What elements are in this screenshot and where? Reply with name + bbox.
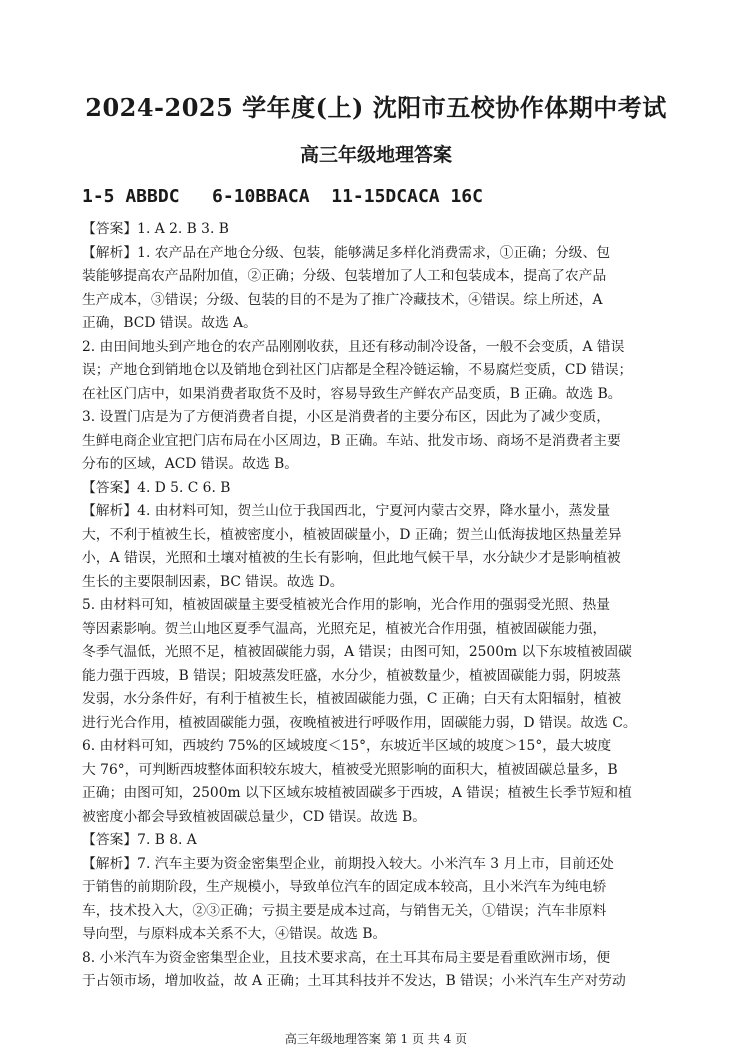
text-line: 【解析】7. 汽车主要为资金密集型企业，前期投入较大。小米汽车 3 月上市，目前还处	[82, 855, 614, 872]
text-line: 6. 由材料可知，西坡约 75%的区域坡度＜15°，东坡近半区域的坡度＞15°，最大坡度	[82, 738, 612, 754]
text-line: 发弱，水分条件好，有利于植被生长，植被固碳能力强，C 正确；白天有太阳辐射，植被	[82, 691, 622, 707]
text-line: 导向型，与原料成本关系不大，④错误。故选 B。	[82, 926, 387, 942]
text-line: 生长的主要限制因素，BC 错误。故选 D。	[82, 573, 344, 590]
text-line: 进行光合作用，植被固碳能力强，夜晚植被进行呼吸作用，固碳能力弱，D 错误。故选 C。	[82, 714, 637, 731]
text-line: 【解析】1. 农产品在产地仓分级、包装，能够满足多样化消费需求，①正确；分级、包	[82, 244, 611, 261]
exam-title: 2024-2025 学年度(上) 沈阳市五校协作体期中考试	[85, 93, 667, 122]
text-line: 【答案】1. A 2. B 3. B	[82, 221, 229, 237]
text-line: 8. 小米汽车为资金密集型企业，且技术要求高，在土耳其布局主要是看重欧洲市场，便	[82, 949, 611, 966]
text-line: 大，不利于植被生长，植被密度小，植被固碳量小，D 正确；贺兰山低海拔地区热量差异	[82, 526, 622, 543]
text-line: 5. 由材料可知，植被固碳量主要受植被光合作用的影响，光合作用的强弱受光照、热量	[82, 597, 611, 613]
page-footer: 高三年级地理答案 第 1 页 共 4 页	[284, 1032, 468, 1046]
text-line: 在社区门店中，如果消费者取货不及时，容易导致生产鲜农产品变质，B 正确。故选 B。	[82, 385, 622, 402]
text-line: 生产成本，③错误；分级、包装的目的不是为了推广冷藏技术，④错误。综上所述，A	[82, 291, 603, 308]
text-line: 【解析】4. 由材料可知，贺兰山位于我国西北，宁夏河内蒙古交界，降水量小，蒸发量	[82, 503, 611, 519]
text-line: 3. 设置门店是为了方便消费者自提，小区是消费者的主要分布区，因此为了减少变质，	[82, 409, 611, 425]
text-line: 小，A 错误，光照和土壤对植被的生长有影响，但此地气候干旱，水分缺少才是影响植被	[82, 550, 621, 566]
text-line: 正确，BCD 错误。故选 A。	[82, 315, 257, 331]
text-line: 【答案】7. B 8. A	[82, 832, 197, 848]
text-line: 大 76°，可判断西坡整体面积较东坡大，植被受光照影响的面积大，植被固碳总量多，B	[82, 761, 618, 778]
text-line: 误；产地仓到销地仓以及销地仓到社区门店都是全程冷链运输，不易腐烂变质，CD 错误；	[82, 362, 633, 378]
text-line: 等因素影响。贺兰山地区夏季气温高，光照充足，植被光合作用强，植被固碳能力强，	[82, 620, 607, 637]
text-line: 冬季气温低，光照不足，植被固碳能力弱，A 错误；由图可知，2500m 以下东坡植被固碳	[82, 644, 632, 660]
text-line: 于占领市场，增加收益，故 A 正确；土耳其科技并不发达，B 错误；小米汽车生产对劳动	[82, 973, 626, 989]
text-line: 2. 由田间地头到产地仓的农产品刚刚收获，且还有移动制冷设备，一般不会变质，A 错误	[82, 338, 625, 355]
text-line: 被密度小都会导致植被固碳总量少，CD 错误。故选 B。	[82, 808, 427, 825]
exam-subtitle: 高三年级地理答案	[299, 144, 452, 166]
text-line: 正确；由图可知，2500m 以下区域东坡植被固碳多于西坡，A 错误；植被生长季节短和植	[82, 785, 632, 801]
text-line: 生鲜电商企业宜把门店布局在小区周边，B 正确。车站、批发市场、商场不是消费者主要	[82, 432, 621, 449]
text-line: 能力强于西坡，B 错误；阳坡蒸发旺盛，水分少，植被数量少，植被固碳能力弱，阴坡蒸	[82, 667, 621, 684]
text-line: 装能够提高农产品附加值，②正确；分级、包装增加了人工和包装成本，提高了农产品	[82, 268, 607, 284]
text-line: 分布的区域，ACD 错误。故选 B。	[82, 456, 299, 472]
text-line: 【答案】4. D 5. C 6. B	[82, 479, 231, 496]
answer-explanations	[82, 218, 674, 994]
text-line: 于销售的前期阶段，生产规模小，导致单位汽车的固定成本较高，且小米汽车为纯电轿	[82, 879, 607, 895]
answer-key-summary: 1-5 ABBDC 6-10BBACA 11-15DCACA 16C	[82, 186, 483, 207]
text-line: 车，技术投入大，②③正确；亏损主要是成本过高，与销售无关，①错误；汽车非原料	[82, 902, 607, 919]
